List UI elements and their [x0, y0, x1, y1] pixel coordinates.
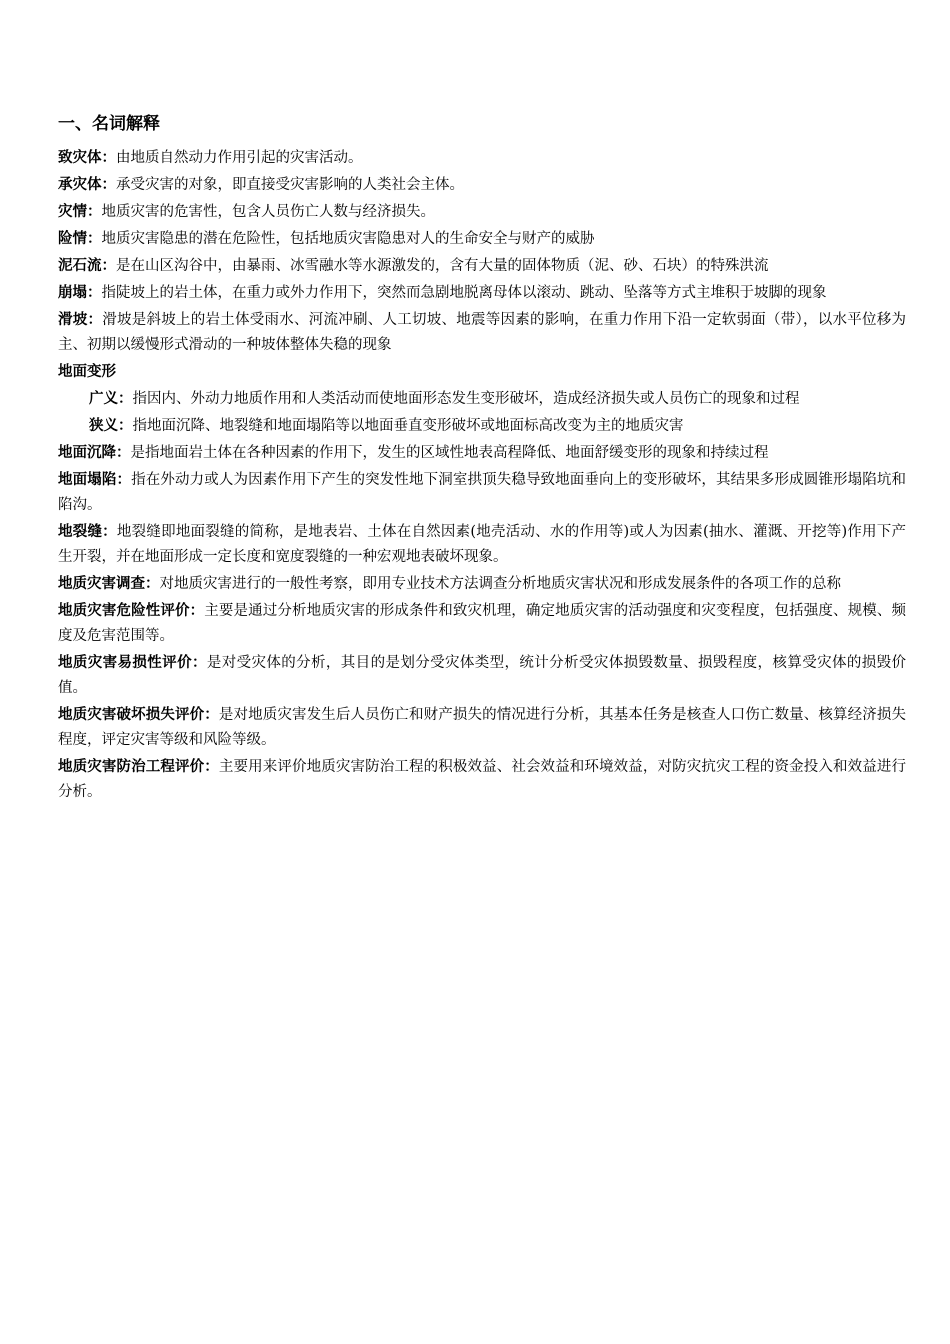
- entry-term: 崩塌：: [58, 285, 102, 301]
- entry-guangyi: [58, 387, 906, 412]
- entry-term: 地面沉降：: [58, 445, 131, 461]
- entry-definition: 地质灾害的危害性，包含人员伤亡人数与经济损失。: [101, 204, 435, 220]
- entry-term: 承灾体：: [58, 177, 116, 193]
- entry-term: 地面塌陷：: [58, 472, 132, 488]
- entry-huapo: [58, 308, 906, 358]
- entry-dilie-feng: [58, 520, 906, 570]
- entry-dimian-taxian: [58, 468, 906, 518]
- entry-term: 灾情：: [58, 204, 102, 220]
- entry-term: 地质灾害调查：: [58, 576, 160, 592]
- entry-definition: 是对地质灾害发生后人员伤亡和财产损失的情况进行分析，其基本任务是核查人口伤亡数量、核算经济损失程度，评定灾害等级和风险等级。: [58, 707, 907, 748]
- entry-pohuai-sunshi: [58, 703, 906, 753]
- entry-definition: 是在山区沟谷中，由暴雨、冰雪融水等水源激发的，含有大量的固体物质（泥、砂、石块）的特殊洪流: [116, 258, 769, 274]
- entry-bengta: [58, 281, 906, 306]
- entry-definition: 指地面沉降、地裂缝和地面塌陷等以地面垂直变形破坏或地面标高改变为主的地质灾害: [132, 418, 684, 434]
- entry-definition: 对地质灾害进行的一般性考察，即用专业技术方法调查分析地质灾害状况和形成发展条件的各项工作的总称: [159, 576, 841, 592]
- entry-term: 地面变形: [58, 364, 116, 380]
- entry-definition: 地质灾害隐患的潜在危险性，包括地质灾害隐患对人的生命安全与财产的威胁: [101, 231, 595, 247]
- entry-xianqing: [58, 227, 906, 252]
- entry-term: 地质灾害危险性评价：: [58, 603, 205, 619]
- entry-term: 地质灾害易损性评价：: [58, 655, 207, 671]
- entry-definition: 指因内、外动力地质作用和人类活动而使地面形态发生变形破坏，造成经济损失或人员伤亡的现象和过程: [132, 391, 800, 407]
- entry-definition: 是对受灾体的分析，其目的是划分受灾体类型，统计分析受灾体损毁数量、损毁程度，核算受灾体的损毁价值。: [58, 655, 907, 696]
- entry-term: 泥石流：: [58, 258, 116, 274]
- entry-definition: 指在外动力或人为因素作用下产生的突发性地下洞室拱顶失稳导致地面垂向上的变形破坏，其结果多形成圆锥形塌陷坑和陷沟。: [58, 472, 907, 513]
- entry-definition: 滑坡是斜坡上的岩土体受雨水、河流冲刷、人工切坡、地震等因素的影响，在重力作用下沿一定软弱面（带），以水平位移为主、初期以缓慢形式滑动的一种坡体整体失稳的现象: [58, 312, 906, 353]
- entry-diaocha: [58, 572, 906, 597]
- entry-definition: 由地质自然动力作用引起的灾害活动。: [116, 150, 363, 166]
- entry-chengzaiti: [58, 173, 906, 198]
- entry-zhizaiti: [58, 146, 906, 171]
- entry-definition: 主要用来评价地质灾害防治工程的积极效益、社会效益和环境效益，对防灾抗灾工程的资金投入和效益进行分析。: [58, 759, 907, 800]
- entry-fangzhi-gongcheng: [58, 755, 906, 805]
- section-heading: 一、名词解释: [58, 114, 160, 134]
- entry-term: 广义：: [89, 391, 133, 407]
- entry-term: 致灾体：: [58, 150, 116, 166]
- entry-definition: 主要是通过分析地质灾害的形成条件和致灾机理，确定地质灾害的活动强度和灾变程度，包括强度、规模、频度及危害范围等。: [58, 603, 907, 644]
- document-page: [58, 112, 906, 807]
- entry-dimian-bianxing: [58, 360, 906, 385]
- entry-term: 地质灾害防治工程评价：: [58, 759, 219, 775]
- entry-term: 险情：: [58, 231, 102, 247]
- entry-definition: 是指地面岩土体在各种因素的作用下，发生的区域性地表高程降低、地面舒缓变形的现象和持续过程: [130, 445, 769, 461]
- entry-nishiliu: [58, 254, 906, 279]
- entry-yisunxing: [58, 651, 906, 701]
- entry-term: 地质灾害破坏损失评价：: [58, 707, 219, 723]
- entry-xiayi: [58, 414, 906, 439]
- entry-definition: 承受灾害的对象，即直接受灾害影响的人类社会主体。: [116, 177, 464, 193]
- entry-definition: 指陡坡上的岩土体，在重力或外力作用下，突然而急剧地脱离母体以滚动、跳动、坠落等方式主堆积于坡脚的现象: [101, 285, 827, 301]
- entry-zaiqing: [58, 200, 906, 225]
- entry-term: 地裂缝：: [58, 524, 117, 540]
- entry-definition: 地裂缝即地面裂缝的简称，是地表岩、土体在自然因素(地壳活动、水的作用等)或人为因素(抽水、灌溉、开挖等)作用下产生开裂，并在地面形成一定长度和宽度裂缝的一种宏观地表破坏现象。: [58, 524, 907, 565]
- entry-term: 滑坡：: [58, 312, 103, 328]
- entry-weixianxing: [58, 599, 906, 649]
- entry-dimian-chenjiang: [58, 441, 906, 466]
- entry-term: 狭义：: [89, 418, 133, 434]
